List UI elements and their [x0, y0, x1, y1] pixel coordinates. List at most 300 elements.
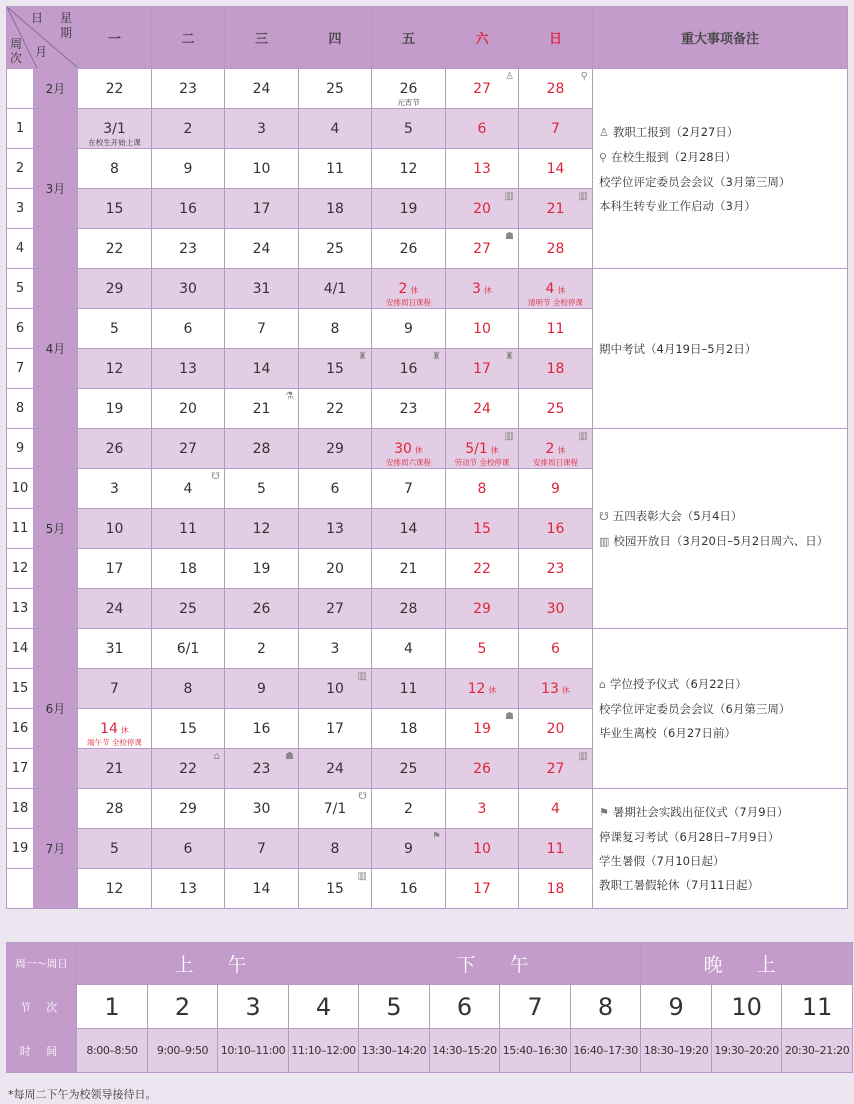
day-number: 25 — [546, 400, 565, 417]
day-cell — [299, 749, 372, 789]
medal-icon: ☋ — [211, 471, 220, 482]
holiday-mark: 休 — [414, 445, 423, 455]
weekday-header: 四 — [299, 7, 372, 69]
day-number: 7 — [110, 680, 119, 697]
day-number: 17 — [252, 200, 271, 217]
note-text: 校学位评定委员会会议（3月第三周） — [599, 174, 791, 189]
day-cell — [299, 509, 372, 549]
day-number: 31 — [105, 640, 124, 657]
day-cell — [372, 549, 446, 589]
week-number: 15 — [7, 669, 34, 709]
weekday-header: 一 — [78, 7, 152, 69]
week-row — [7, 69, 848, 109]
day-number: 3 — [110, 480, 119, 497]
student-icon: ⚲ — [599, 150, 608, 164]
day-note: 安排周日课程 — [533, 458, 578, 467]
day-cell — [519, 869, 593, 909]
day-note: 清明节 全校停课 — [528, 298, 583, 307]
day-number: 10 — [105, 520, 124, 537]
weekday-header: 日 — [519, 7, 593, 69]
day-cell — [372, 869, 446, 909]
week-number: 5 — [7, 269, 34, 309]
day-cell — [372, 309, 446, 349]
period-number: 2 — [148, 985, 218, 1029]
day-number: 2 — [398, 280, 408, 297]
day-cell — [299, 309, 372, 349]
day-number: 15 — [179, 720, 197, 737]
group-icon: ☗ — [285, 751, 294, 762]
week-number: 6 — [7, 309, 34, 349]
day-cell — [446, 669, 519, 709]
day-note: 安排周六课程 — [386, 458, 431, 467]
day-number: 21 — [252, 400, 271, 417]
period-number: 10 — [712, 985, 782, 1029]
day-cell — [152, 669, 225, 709]
day-number: 8 — [330, 840, 340, 857]
day-cell — [372, 389, 446, 429]
day-number: 6 — [183, 840, 193, 857]
week-row — [7, 429, 848, 469]
period-time: 13:30–14:20 — [359, 1029, 430, 1073]
day-cell — [152, 349, 225, 389]
note-line — [599, 697, 847, 721]
week-row — [7, 789, 848, 829]
day-number: 4 — [183, 480, 193, 497]
day-cell — [78, 229, 152, 269]
day-cell — [519, 749, 593, 789]
notes-cell — [593, 69, 848, 269]
day-cell — [519, 669, 593, 709]
day-number: 30 — [179, 280, 197, 297]
day-cell — [519, 429, 593, 469]
day-cell — [446, 269, 519, 309]
campus-icon: ▥ — [578, 751, 588, 762]
day-cell — [78, 349, 152, 389]
day-number: 28 — [252, 440, 271, 457]
day-cell — [152, 269, 225, 309]
campus-icon: ▥ — [357, 871, 367, 882]
period-time: 15:40–16:30 — [500, 1029, 571, 1073]
day-number: 14 — [399, 520, 418, 537]
week-number: 9 — [7, 429, 34, 469]
note-line — [599, 145, 847, 170]
corner-month: 月 — [35, 45, 48, 59]
week-number: 19 — [7, 829, 34, 869]
week-number: 12 — [7, 549, 34, 589]
day-cell — [152, 389, 225, 429]
note-text: 期中考试（4月19日–5月2日） — [599, 341, 757, 356]
day-number: 15 — [326, 360, 344, 377]
day-cell — [372, 509, 446, 549]
day-cell — [225, 149, 299, 189]
notes-header: 重大事项备注 — [593, 7, 848, 69]
day-number: 14 — [546, 160, 565, 177]
day-number: 25 — [326, 240, 344, 257]
day-cell — [446, 429, 519, 469]
day-cell — [152, 109, 225, 149]
day-cell — [372, 829, 446, 869]
week-number: 3 — [7, 189, 34, 229]
weekday-header: 三 — [225, 7, 299, 69]
day-number: 7 — [257, 840, 266, 857]
week-number: 16 — [7, 709, 34, 749]
corner-diagonals — [7, 7, 78, 68]
day-cell — [78, 749, 152, 789]
day-cell — [225, 229, 299, 269]
day-number: 3/1 — [103, 120, 126, 137]
day-cell — [446, 149, 519, 189]
day-number: 12 — [399, 160, 418, 177]
day-number: 3 — [330, 640, 340, 657]
day-cell — [299, 109, 372, 149]
day-number: 31 — [252, 280, 271, 297]
holiday-mark: 休 — [120, 725, 129, 735]
day-cell — [225, 269, 299, 309]
day-number: 2 — [257, 640, 266, 657]
day-number: 16 — [252, 720, 271, 737]
day-number: 17 — [473, 880, 491, 897]
group-icon: ☗ — [505, 231, 514, 242]
day-number: 19 — [252, 560, 271, 577]
day-cell — [372, 109, 446, 149]
day-cell — [225, 429, 299, 469]
day-cell — [299, 869, 372, 909]
day-cell — [299, 469, 372, 509]
microscope-icon: ⚗ — [285, 391, 294, 402]
day-number: 28 — [399, 600, 418, 617]
day-number: 6 — [477, 120, 487, 137]
day-cell — [152, 629, 225, 669]
day-cell — [152, 149, 225, 189]
section-morning: 上 午 — [77, 943, 359, 985]
period-time: 11:10–12:00 — [289, 1029, 359, 1073]
calendar-body — [7, 69, 848, 909]
day-cell — [78, 509, 152, 549]
day-number: 10 — [326, 680, 344, 697]
note-text: 本科生转专业工作启动（3月） — [599, 198, 756, 213]
day-number: 16 — [399, 880, 418, 897]
corner-header — [7, 7, 78, 69]
corner-week-b: 次 — [10, 51, 23, 65]
flag-icon: ⚑ — [599, 806, 609, 819]
day-cell — [225, 109, 299, 149]
day-number: 29 — [326, 440, 344, 457]
day-number: 17 — [326, 720, 344, 737]
month-label: 5月 — [34, 429, 78, 629]
day-cell — [519, 189, 593, 229]
day-cell — [446, 229, 519, 269]
day-number: 3 — [477, 800, 487, 817]
day-cell — [446, 509, 519, 549]
day-number: 23 — [179, 80, 197, 97]
day-number: 24 — [326, 760, 344, 777]
campus-icon: ▥ — [357, 671, 367, 682]
day-cell — [372, 749, 446, 789]
section-evening: 晚 上 — [641, 943, 853, 985]
period-time: 20:30–21:20 — [782, 1029, 853, 1073]
student-icon: ⚲ — [580, 71, 588, 82]
period-number: 6 — [430, 985, 500, 1029]
period-time: 16:40–17:30 — [571, 1029, 641, 1073]
exam-icon: ♜ — [432, 351, 441, 362]
day-number: 23 — [252, 760, 271, 777]
day-cell — [299, 69, 372, 109]
day-number: 23 — [546, 560, 565, 577]
week-number: 1 — [7, 109, 34, 149]
day-number: 8 — [477, 480, 487, 497]
day-cell — [299, 229, 372, 269]
day-cell — [152, 709, 225, 749]
day-number: 6 — [330, 480, 340, 497]
day-number: 9 — [404, 320, 413, 337]
week-number: 4 — [7, 229, 34, 269]
day-cell — [519, 149, 593, 189]
day-number: 9 — [404, 840, 413, 857]
day-number: 28 — [546, 80, 565, 97]
note-text: 停课复习考试（6月28日–7月9日） — [599, 830, 780, 844]
note-text: 校学位评定委员会会议（6月第三周） — [599, 702, 791, 716]
day-cell — [372, 349, 446, 389]
day-cell — [78, 789, 152, 829]
day-cell — [299, 189, 372, 229]
day-cell — [519, 69, 593, 109]
day-cell — [78, 829, 152, 869]
corner-weekday-bottom: 期 — [60, 26, 73, 40]
day-number: 7 — [404, 480, 413, 497]
medal-icon: ☋ — [599, 509, 609, 523]
day-note: 安排周日课程 — [386, 298, 431, 307]
note-text: 学生暑假（7月10日起） — [599, 854, 725, 868]
holiday-mark: 休 — [557, 285, 566, 295]
day-number: 19 — [105, 400, 124, 417]
day-number: 2 — [545, 440, 555, 457]
day-cell — [519, 829, 593, 869]
week-number: 2 — [7, 149, 34, 189]
day-cell — [225, 69, 299, 109]
note-line — [599, 337, 847, 361]
day-number: 27 — [179, 440, 197, 457]
day-number: 13 — [541, 680, 559, 697]
day-cell — [78, 669, 152, 709]
period-number: 11 — [782, 985, 853, 1029]
day-number: 6/1 — [176, 640, 200, 657]
day-number: 18 — [326, 200, 344, 217]
day-note: 在校生开始上课 — [88, 138, 141, 147]
week-number — [7, 869, 34, 909]
day-number: 15 — [105, 200, 124, 217]
note-text: 教职工暑假轮休（7月11日起） — [599, 878, 759, 892]
day-number: 15 — [326, 880, 344, 897]
note-line — [599, 873, 847, 897]
day-cell — [446, 389, 519, 429]
day-cell — [299, 589, 372, 629]
day-number: 16 — [179, 200, 197, 217]
day-number: 17 — [473, 360, 491, 377]
day-number: 30 — [252, 800, 271, 817]
day-number: 5 — [110, 320, 119, 337]
day-cell — [372, 149, 446, 189]
note-text: 学位授予仪式（6月22日） — [609, 677, 747, 691]
month-label: 4月 — [34, 269, 78, 429]
day-number: 11 — [326, 160, 344, 177]
day-number: 20 — [546, 720, 565, 737]
notes-cell — [593, 269, 848, 429]
day-number: 19 — [399, 200, 418, 217]
day-number: 12 — [467, 680, 486, 697]
note-text: 教职工报到（2月27日） — [612, 124, 739, 139]
month-label: 2月 — [34, 69, 78, 109]
day-cell — [225, 749, 299, 789]
staff-icon: ♙ — [505, 71, 514, 82]
day-cell — [78, 869, 152, 909]
day-cell — [78, 269, 152, 309]
day-cell — [152, 829, 225, 869]
period-time: 19:30–20:20 — [712, 1029, 782, 1073]
day-number: 24 — [105, 600, 124, 617]
day-number: 2 — [183, 120, 193, 137]
day-cell — [519, 589, 593, 629]
note-line — [599, 849, 847, 873]
period-number: 7 — [500, 985, 571, 1029]
exam-icon: ♜ — [358, 351, 367, 362]
day-cell — [299, 349, 372, 389]
week-number: 11 — [7, 509, 34, 549]
day-cell — [372, 789, 446, 829]
day-number: 21 — [105, 760, 124, 777]
holiday-mark: 休 — [483, 285, 492, 295]
day-number: 7 — [551, 120, 560, 137]
day-cell — [225, 589, 299, 629]
week-number — [7, 69, 34, 109]
day-cell — [372, 469, 446, 509]
note-line — [599, 120, 847, 145]
footnote: *每周二下午为校领导接待日。 — [8, 1088, 157, 1101]
day-number: 22 — [105, 80, 124, 97]
day-cell — [225, 349, 299, 389]
day-number: 16 — [399, 360, 418, 377]
day-number: 8 — [110, 160, 119, 177]
day-number: 8 — [330, 320, 340, 337]
day-cell — [152, 309, 225, 349]
day-cell — [299, 389, 372, 429]
day-number: 26 — [105, 440, 124, 457]
day-number: 23 — [399, 400, 418, 417]
note-text: 五四表彰大会（5月4日） — [612, 508, 743, 523]
day-cell — [446, 709, 519, 749]
day-number: 13 — [179, 360, 197, 377]
flag-icon: ⚑ — [432, 831, 441, 842]
day-cell — [372, 269, 446, 309]
day-cell — [299, 709, 372, 749]
medal-icon: ☋ — [358, 791, 367, 802]
note-text: 校园开放日（3月20日–5月2日周六、日） — [613, 533, 829, 548]
day-cell — [78, 709, 152, 749]
day-cell — [78, 469, 152, 509]
day-cell — [225, 509, 299, 549]
day-number: 19 — [473, 720, 491, 737]
day-number: 4 — [404, 640, 413, 657]
day-number: 4 — [545, 280, 555, 297]
day-number: 12 — [105, 880, 124, 897]
day-number: 5 — [110, 840, 119, 857]
notes-cell — [593, 429, 848, 629]
day-number: 4 — [330, 120, 340, 137]
day-number: 12 — [105, 360, 124, 377]
day-cell — [225, 869, 299, 909]
day-number: 15 — [473, 520, 491, 537]
day-cell — [446, 309, 519, 349]
day-cell — [372, 429, 446, 469]
day-cell — [225, 549, 299, 589]
day-cell — [519, 309, 593, 349]
day-cell — [519, 109, 593, 149]
day-number: 13 — [179, 880, 197, 897]
period-number: 5 — [359, 985, 430, 1029]
day-number: 24 — [473, 400, 491, 417]
campus-icon: ▥ — [504, 191, 514, 202]
day-cell — [78, 629, 152, 669]
day-cell — [446, 469, 519, 509]
period-time: 10:10–11:00 — [218, 1029, 289, 1073]
day-number: 9 — [551, 480, 560, 497]
day-cell — [372, 69, 446, 109]
day-cell — [519, 349, 593, 389]
day-cell — [519, 269, 593, 309]
day-cell — [152, 189, 225, 229]
week-number: 14 — [7, 629, 34, 669]
note-line — [599, 672, 847, 697]
day-cell — [152, 509, 225, 549]
period-number: 3 — [218, 985, 289, 1029]
note-line — [599, 800, 847, 825]
day-cell — [299, 789, 372, 829]
holiday-mark: 休 — [490, 445, 499, 455]
day-number: 20 — [473, 200, 491, 217]
day-cell — [446, 629, 519, 669]
period-number: 1 — [77, 985, 148, 1029]
day-number: 14 — [252, 880, 271, 897]
day-number: 26 — [252, 600, 271, 617]
holiday-mark: 休 — [410, 285, 419, 295]
day-cell — [446, 189, 519, 229]
day-number: 3 — [257, 120, 266, 137]
day-number: 10 — [473, 840, 491, 857]
day-cell — [152, 789, 225, 829]
day-cell — [78, 549, 152, 589]
note-line — [599, 529, 847, 554]
day-number: 11 — [179, 520, 197, 537]
day-number: 29 — [179, 800, 197, 817]
campus-icon: ▥ — [599, 534, 610, 548]
day-number: 28 — [105, 800, 124, 817]
day-cell — [519, 229, 593, 269]
day-cell — [446, 829, 519, 869]
note-text: 毕业生离校（6月27日前） — [599, 726, 736, 740]
day-number: 24 — [252, 80, 271, 97]
day-number: 26 — [399, 80, 418, 97]
campus-icon: ▥ — [578, 431, 588, 442]
day-cell — [152, 549, 225, 589]
day-cell — [446, 749, 519, 789]
day-number: 30 — [546, 600, 565, 617]
day-cell — [225, 309, 299, 349]
day-cell — [446, 789, 519, 829]
period-number: 4 — [289, 985, 359, 1029]
notes-cell — [593, 629, 848, 789]
campus-icon: ▥ — [578, 191, 588, 202]
day-cell — [78, 429, 152, 469]
day-number: 22 — [105, 240, 124, 257]
